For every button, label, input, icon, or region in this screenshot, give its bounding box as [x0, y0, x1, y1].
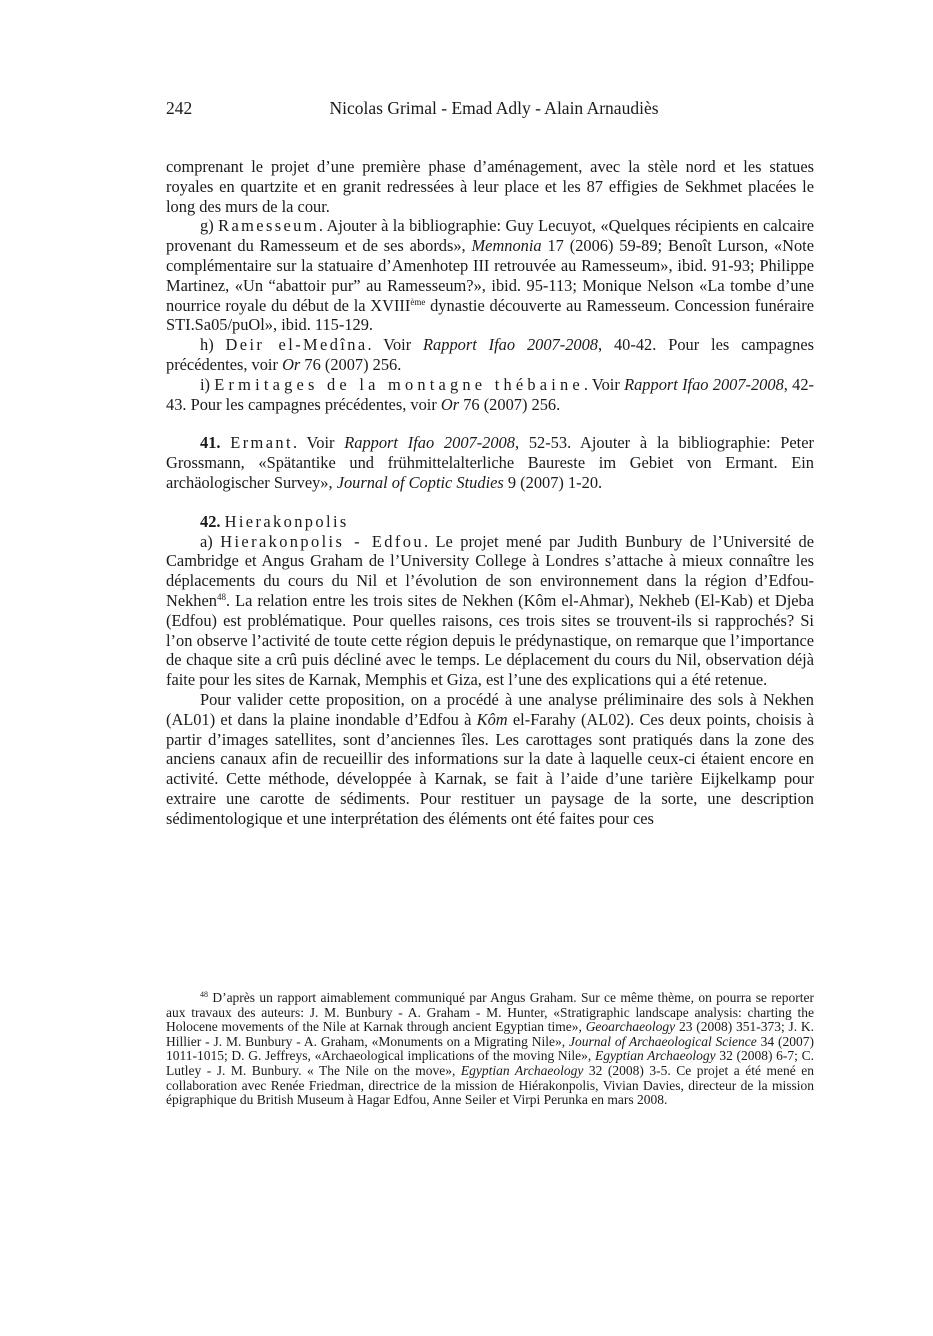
entry-text: . Ajouter à la bibliographie: Guy Lecuyot, «Quelques récipients en calcaire provenant du Ramesseum et de ses abords», [166, 216, 814, 256]
site-name: Ermitages de la montagne thébaine [214, 374, 584, 394]
journal-title: Journal of Coptic Studies [336, 472, 504, 492]
footnote-48 [166, 991, 814, 1108]
footnote-text: 32 (2008) 6-7; C. Lutley - J. M. Bunbury. « The Nile on the move», [166, 1048, 814, 1078]
section-41-ermant [166, 433, 814, 492]
entry-text: , 40-42. Pour les campagnes précédentes, voir [166, 335, 814, 374]
footnote-text: 32 (2008) 3-5. Ce projet a été mené en collaboration avec Renée Friedman, directrice de la mission de Hiérakonpolis, Vivian Davies, directeur de la mission épigraphique du British Museum à Hagar Edfou, Anne Seiler et Virpi Perunka en mars 2008. [166, 1062, 814, 1108]
footnotes [166, 991, 814, 1108]
footnote-text: 34 (2007) 1011-1015; D. G. Jeffreys, «Archaeological implications of the moving Nile», [166, 1033, 814, 1064]
report-title: Rapport Ifao 2007-2008 [423, 335, 598, 355]
site-name: Ramesseum [218, 216, 319, 236]
entry-label: i) [200, 374, 215, 394]
site-name: Deir el-Medîna [225, 335, 368, 355]
paragraph-analysis [166, 690, 814, 829]
running-head: Nicolas Grimal - Emad Adly - Alain Arnaudiès [329, 98, 659, 118]
journal-title: Journal of Archaeological Science [569, 1033, 757, 1049]
entry-h-deir-el-medina [166, 335, 814, 375]
site-name: Ermant [230, 433, 293, 453]
paragraph-text: el-Farahy (AL02). Ces deux points, choisis à partir d’images satellites, sont d’anciennes îles. Les carottages sont pratiqués dans la zone des anciens canaux afin de recueillir des informations sur la date à laquelle ceux-ci étaient encore en activité. Cette méthode, développée à Karnak, se fait à l’aide d’une tarière Eijkelkamp pour extraire une carotte de sédiments. Pour restituer un paysage de la sorte, une description sédimentologique et une interprétation des éléments ont été faites pour ces [166, 709, 814, 828]
main-text [166, 157, 814, 829]
entry-i-ermitages [166, 375, 814, 415]
journal-title: Or [440, 394, 460, 414]
entry-a-hierakonpolis-edfou [166, 532, 814, 690]
paragraph-text: Pour valider cette proposition, on a procédé à une analyse préliminaire des sols à Nekhen (AL01) et dans la plaine inondable d’Edfou à [166, 689, 814, 729]
entry-text: 17 (2006) 59-89; Benoît Lurson, «Note complémentaire sur la statuaire d’Amenhotep III retrouvée au Ramesseum», ibid. 91-93; Philippe Martinez, «Un “abattoir pur” au Ramesseum?», ibid. 95-113; Monique Nelson «La tombe d’une nourrice royale du début de la XVIII [166, 236, 814, 315]
report-title: Rapport Ifao 2007-2008 [344, 433, 515, 453]
page-header [166, 98, 814, 126]
section-number: 42. [200, 511, 221, 531]
section-title: Hierakonpolis [224, 511, 349, 531]
entry-text: 9 (2007) 1-20. [503, 472, 603, 492]
paragraph-continuation: comprenant le projet d’une première phase d’aménagement, avec la stèle nord et les statues royales en quartzite et en granit redressées à leur place et les 87 effigies de Sekhmet placées le long des murs de la cour. [166, 157, 814, 216]
section-number: 41. [200, 433, 221, 453]
journal-title: Or [282, 354, 301, 374]
entry-label: a) [200, 531, 221, 551]
journal-title: Egyptian Archaeology [460, 1062, 584, 1078]
entry-text: , 52-53. Ajouter à la bibliographie: Peter Grossmann, «Spätantike und frühmittelalterliche Baureste im Gebiet von Ermant. Ein archäologischer Survey», [166, 433, 814, 492]
footnote-text: D’après un rapport aimablement communiqué par Angus Graham. Sur ce même thème, on pourra se reporter aux travaux des auteurs: J. M. Bunbury - A. Graham - M. Hunter, «Stratigraphic landscape analysis: charting the Holocene movements of the Nile at Karnak through ancient Egyptian time», [166, 990, 814, 1035]
footnote-number: 48 [200, 990, 208, 999]
report-title: Rapport Ifao 2007-2008 [624, 374, 784, 394]
footnote-reference: 48 [216, 591, 226, 602]
section-42-heading [166, 512, 814, 532]
entry-label: g) [200, 216, 219, 236]
superscript: ème [410, 296, 426, 307]
journal-title: Geoarchaeology [585, 1019, 676, 1035]
entry-text: . Voir [292, 433, 345, 453]
entry-text: , 42-43. Pour les campagnes précédentes, voir [166, 374, 814, 414]
entry-text: 76 (2007) 256. [459, 394, 561, 414]
page-number: 242 [166, 98, 193, 118]
footnote-text: 23 (2008) 351-373; J. K. Hillier - J. M. Bunbury - A. Graham, «Monuments on a Migrating Nile», [166, 1019, 814, 1049]
entry-text: dynastie découverte au Ramesseum. Concession funéraire STI.Sa05/puOl», ibid. 115-129. [166, 295, 814, 335]
section-gap [166, 493, 814, 512]
entry-text: . Le projet mené par Judith Bunbury de l’Université de Cambridge et Angus Graham de l’University College à Londres s’attache à mieux connaître les déplacements du cours du Nil et l’évolution de son environnement dans la région d’Edfou-Nekhen [166, 531, 814, 610]
journal-title: Egyptian Archaeology [594, 1048, 716, 1064]
site-name: Hierakonpolis - Edfou [220, 531, 424, 551]
entry-text: . La relation entre les trois sites de Nekhen (Kôm el-Ahmar), Nekheb (El-Kab) et Djeba (Edfou) est problématique. Pour quelles raisons, ces trois sites se trouvent-ils si rapprochés? Si l’on observe l’activité de toute cette région depuis le prédynastique, on remarque que l’importance de chaque site a crû puis décliné avec le temps. Le déplacement du cours du Nil, observation déjà faite pour les sites de Karnak, Memphis et Giza, est l’une des explications qui a été retenue. [166, 590, 814, 690]
entry-label: h) [200, 335, 226, 355]
entry-text: . Voir [583, 374, 625, 394]
entry-g-ramesseum [166, 216, 814, 335]
entry-text: . Voir [367, 335, 424, 355]
section-gap [166, 414, 814, 433]
journal-title: Memnonia [471, 236, 542, 256]
italic-term: Kôm [476, 709, 508, 729]
entry-text: 76 (2007) 256. [300, 354, 402, 374]
